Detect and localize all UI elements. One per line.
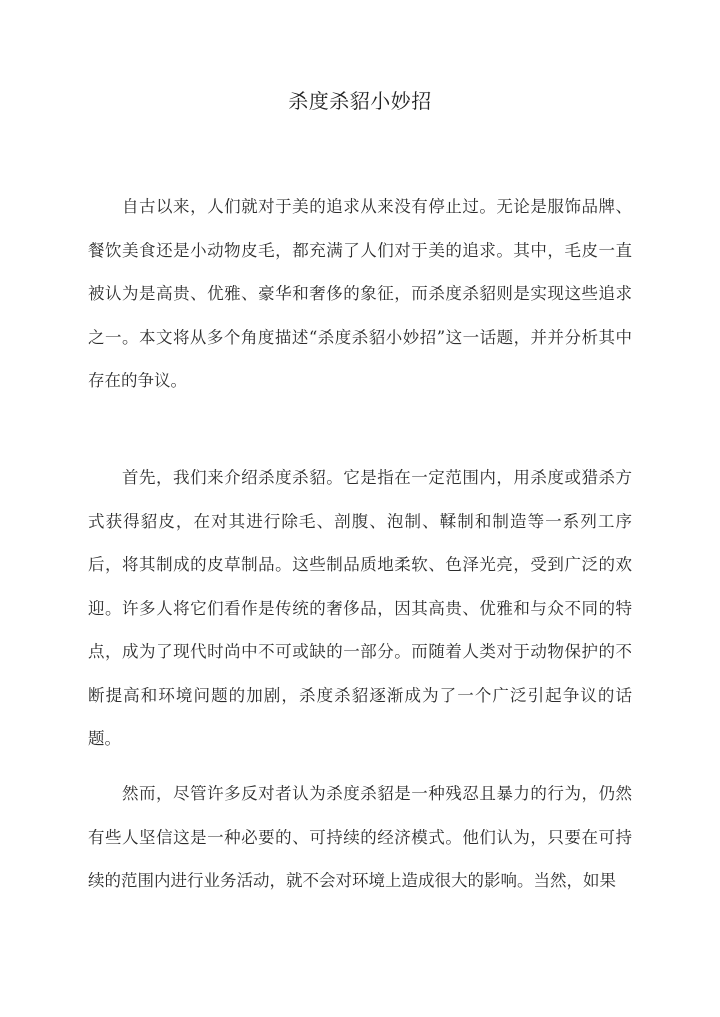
paragraph-3: 然而，尽管许多反对者认为杀度杀貂是一种残忍且暴力的行为，仍然有些人坚信这是一种必要的、可持续的经济模式。他们认为，只要在可持续的范围内进行业务活动，就不会对环境上造成很大的影响。当然，如果 [88,784,632,890]
document-title: 杀度杀貂小妙招 [288,89,432,113]
paragraph-1: 自古以来，人们就对于美的追求从来没有停止过。无论是服饰品牌、餐饮美食还是小动物皮毛，都充满了人们对于美的追求。其中，毛皮一直被认为是高贵、优雅、豪华和奢侈的象征，而杀度杀貂则是实现这些追求之一。本文将从多个角度描述“杀度杀貂小妙招”这一话题，并并分析其中存在的争议。 [88,197,632,390]
paragraph-2: 首先，我们来介绍杀度杀貂。它是指在一定范围内，用杀度或猎杀方式获得貂皮，在对其进行除毛、剖腹、泡制、鞣制和制造等一系列工序后，将其制成的皮草制品。这些制品质地柔软、色泽光亮，受到广泛的欢迎。许多人将它们看作是传统的奢侈品，因其高贵、优雅和与众不同的特点，成为了现代时尚中不可或缺的一部分。而随着人类对于动物保护的不断提高和环境问题的加剧，杀度杀貂逐渐成为了一个广泛引起争议的话题。 [88,468,632,748]
